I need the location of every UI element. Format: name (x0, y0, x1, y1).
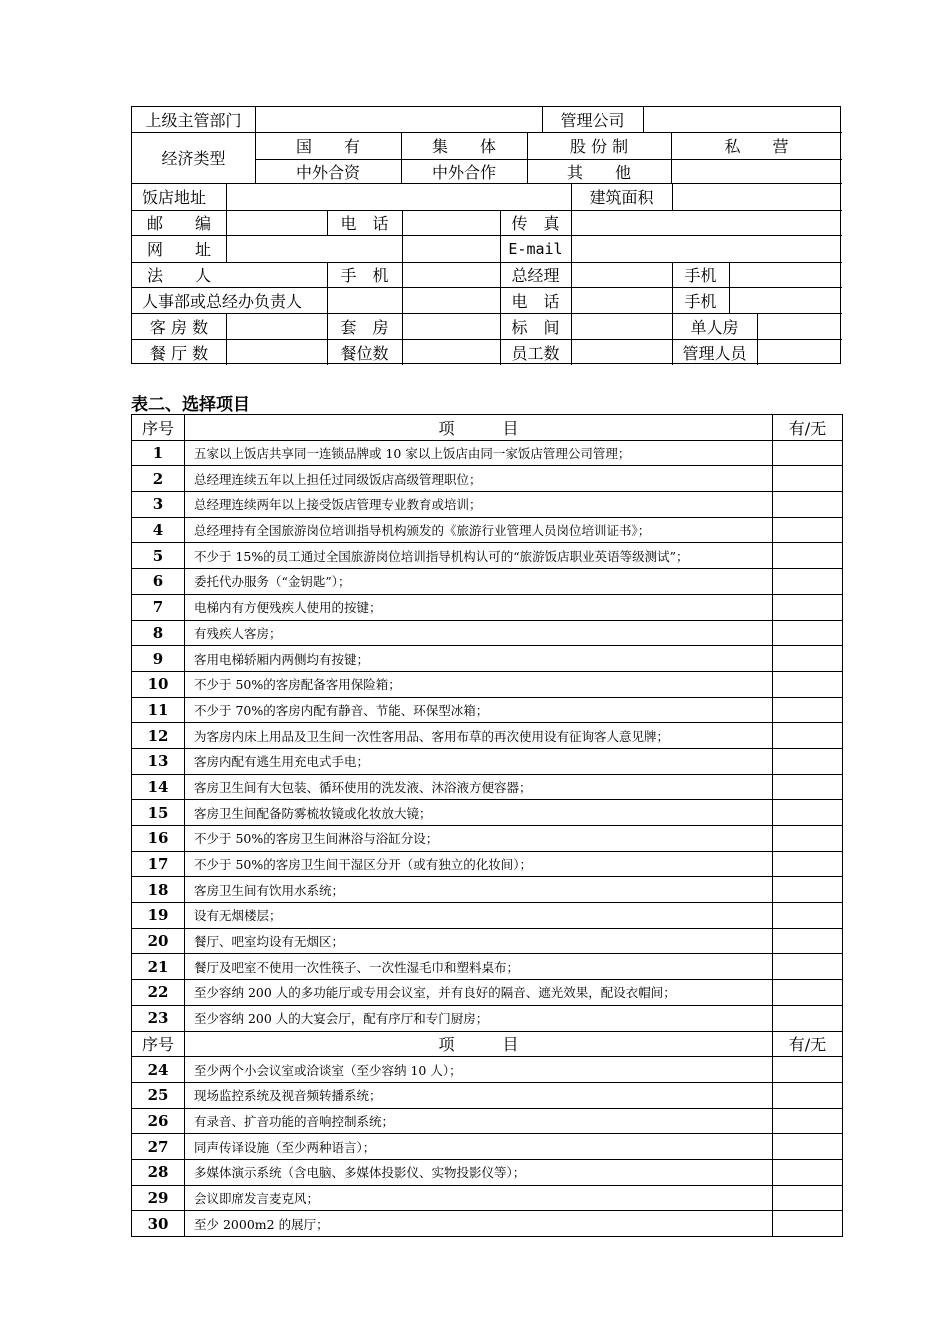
option-joint-stock[interactable]: 股 份 制 (569, 137, 629, 156)
table-row (132, 671, 843, 697)
single-rooms-field[interactable] (758, 313, 842, 339)
row-item-text: 餐厅、吧室均设有无烟区； (185, 928, 773, 954)
table-row (132, 903, 843, 929)
single-rooms-label: 单人房 (690, 317, 739, 337)
row-yes-no-field[interactable] (773, 466, 843, 492)
superior-department-label: 上级主管部门 (145, 111, 242, 130)
managers-label: 管理人员 (682, 343, 747, 363)
row-item-text: 五家以上饭店共享同一连锁品牌或 10 家以上饭店由同一家饭店管理公司管理； (185, 440, 773, 466)
row-number: 14 (132, 774, 185, 800)
option-sino-foreign-cooperation[interactable]: 中外合作 (431, 162, 496, 182)
website-field[interactable] (227, 235, 500, 262)
table-row (132, 851, 843, 877)
row-item-text: 客房卫生间有大包装、循环使用的洗发液、沐浴液方便容器； (185, 774, 773, 800)
row-yes-no-field[interactable] (773, 543, 843, 569)
row-number: 22 (132, 980, 185, 1006)
row-yes-no-field[interactable] (773, 1108, 843, 1134)
row-item-text: 不少于 50%的客房卫生间淋浴与浴缸分设； (185, 826, 773, 852)
row-yes-no-field[interactable] (773, 671, 843, 697)
row-number: 8 (132, 620, 185, 646)
general-manager-field[interactable] (572, 262, 672, 287)
table-row (132, 1057, 843, 1083)
row-yes-no-field[interactable] (773, 954, 843, 980)
rooms-label: 客 房 数 (149, 317, 209, 337)
row-item-text: 至少两个小会议室或洽谈室（至少容纳 10 人）； (185, 1057, 773, 1083)
row-number: 7 (132, 594, 185, 620)
row-number: 21 (132, 954, 185, 980)
table-row (132, 646, 843, 672)
row-number: 29 (132, 1185, 185, 1211)
table-row (132, 1108, 843, 1134)
table-row (132, 1185, 843, 1211)
row-item-text: 客房内配有逃生用充电式手电； (185, 748, 773, 774)
row-number: 5 (132, 543, 185, 569)
row-item-text: 至少 2000m2 的展厅； (185, 1211, 773, 1237)
row-yes-no-field[interactable] (773, 723, 843, 749)
row-number: 16 (132, 826, 185, 852)
row-yes-no-field[interactable] (773, 697, 843, 723)
table-row (132, 569, 843, 595)
selection-items-table (131, 414, 843, 1237)
hr-head-field[interactable] (328, 287, 500, 313)
email-field[interactable] (572, 235, 842, 262)
header-yes-no: 有/无 (773, 415, 843, 441)
gm-mobile-label: 手机 (684, 266, 717, 285)
table-row (132, 594, 843, 620)
economic-type-label: 经济类型 (161, 149, 226, 168)
table-row (132, 877, 843, 903)
table-row (132, 1134, 843, 1160)
row-number: 19 (132, 903, 185, 929)
table-row (132, 748, 843, 774)
table-row (132, 1082, 843, 1108)
row-yes-no-field[interactable] (773, 851, 843, 877)
option-sino-foreign-venture[interactable]: 中外合资 (295, 162, 360, 182)
fax-label: 传 真 (511, 214, 560, 233)
row-item-text: 客房卫生间配备防雾梳妆镜或化妆放大镜； (185, 800, 773, 826)
row-number: 26 (132, 1108, 185, 1134)
row-number: 13 (132, 748, 185, 774)
row-number: 11 (132, 697, 185, 723)
row-item-text: 同声传译设施（至少两种语言）； (185, 1134, 773, 1160)
row-number: 20 (132, 928, 185, 954)
row-item-text: 总经理持有全国旅游岗位培训指导机构颁发的《旅游行业管理人员岗位培训证书》； (185, 517, 773, 543)
row-number: 1 (132, 440, 185, 466)
hotel-address-field[interactable] (227, 183, 571, 210)
header-item: 项 目 (185, 1031, 773, 1057)
management-company-field[interactable] (644, 107, 842, 132)
table-row (132, 697, 843, 723)
row-yes-no-field[interactable] (773, 594, 843, 620)
row-item-text: 客房卫生间有饮用水系统； (185, 877, 773, 903)
restaurants-label: 餐 厅 数 (149, 343, 209, 363)
row-yes-no-field[interactable] (773, 1134, 843, 1160)
table-row (132, 1211, 843, 1237)
hr-phone-field[interactable] (572, 287, 672, 313)
row-yes-no-field[interactable] (773, 1159, 843, 1185)
postcode-field[interactable] (227, 210, 327, 235)
row-item-text: 餐厅及吧室不使用一次性筷子、一次性湿毛巾和塑料桌布； (185, 954, 773, 980)
legal-person-label: 法 人 (146, 266, 211, 285)
table-row (132, 826, 843, 852)
staff-label: 员工数 (511, 343, 560, 363)
row-item-text: 不少于 50%的客房卫生间干湿区分开（或有独立的化妆间）； (185, 851, 773, 877)
option-private[interactable]: 私 营 (724, 137, 789, 156)
row-item-text: 为客房内床上用品及卫生间一次性客用品、客用布草的再次使用设有征询客人意见牌； (185, 723, 773, 749)
row-number: 23 (132, 1005, 185, 1031)
row-item-text: 总经理连续两年以上接受饭店管理专业教育或培训； (185, 492, 773, 518)
header-yes-no: 有/无 (773, 1031, 843, 1057)
restaurants-field[interactable] (227, 339, 327, 365)
gm-mobile-field[interactable] (730, 262, 842, 287)
row-item-text: 有录音、扩音功能的音响控制系统； (185, 1108, 773, 1134)
superior-department-field[interactable] (256, 107, 542, 132)
general-manager-label: 总经理 (511, 266, 560, 285)
legal-person-field[interactable] (227, 262, 327, 287)
table-row (132, 620, 843, 646)
hotel-info-table (131, 106, 841, 364)
building-area-label: 建筑面积 (589, 188, 654, 207)
row-yes-no-field[interactable] (773, 928, 843, 954)
table-row (132, 543, 843, 569)
row-number: 18 (132, 877, 185, 903)
row-yes-no-field[interactable] (773, 1005, 843, 1031)
standard-rooms-label: 标 间 (511, 317, 560, 337)
table-header-row (132, 1031, 843, 1057)
row-yes-no-field[interactable] (773, 440, 843, 466)
seats-label: 餐位数 (340, 343, 389, 363)
row-yes-no-field[interactable] (773, 492, 843, 518)
table-row (132, 774, 843, 800)
option-other[interactable]: 其 他 (566, 162, 631, 182)
option-collective[interactable]: 集 体 (431, 137, 496, 156)
email-label: E-mail (508, 239, 563, 258)
row-number: 15 (132, 800, 185, 826)
table-row (132, 492, 843, 518)
row-yes-no-field[interactable] (773, 1185, 843, 1211)
staff-field[interactable] (572, 339, 672, 365)
row-item-text: 多媒体演示系统（含电脑、多媒体投影仪、实物投影仪等）； (185, 1159, 773, 1185)
row-number: 25 (132, 1082, 185, 1108)
row-yes-no-field[interactable] (773, 748, 843, 774)
header-item: 项 目 (185, 415, 773, 441)
standard-rooms-field[interactable] (572, 313, 672, 339)
row-number: 4 (132, 517, 185, 543)
seats-field[interactable] (403, 339, 500, 365)
row-item-text: 有残疾人客房； (185, 620, 773, 646)
postcode-label: 邮 编 (146, 214, 211, 233)
hr-mobile-field[interactable] (730, 287, 842, 313)
table-header-row (132, 415, 843, 441)
option-state-owned[interactable]: 国 有 (295, 137, 360, 156)
row-yes-no-field[interactable] (773, 1211, 843, 1237)
row-yes-no-field[interactable] (773, 826, 843, 852)
header-no: 序号 (132, 415, 185, 441)
mobile-label: 手 机 (340, 266, 389, 285)
row-item-text: 总经理连续五年以上担任过同级饭店高级管理职位； (185, 466, 773, 492)
row-number: 9 (132, 646, 185, 672)
row-item-text: 委托代办服务（“金钥匙”）； (185, 569, 773, 595)
row-number: 3 (132, 492, 185, 518)
hr-head-label: 人事部或总经办负责人 (142, 291, 303, 311)
rooms-field[interactable] (227, 313, 327, 339)
row-yes-no-field[interactable] (773, 620, 843, 646)
row-number: 28 (132, 1159, 185, 1185)
building-area-field[interactable] (673, 183, 842, 210)
row-number: 30 (132, 1211, 185, 1237)
fax-field[interactable] (572, 210, 842, 235)
table-row (132, 980, 843, 1006)
table-row (132, 800, 843, 826)
row-item-text: 不少于 15%的员工通过全国旅游岗位培训指导机构认可的“旅游饭店职业英语等级测试”； (185, 543, 773, 569)
row-item-text: 至少容纳 200 人的大宴会厅，配有序厅和专门厨房； (185, 1005, 773, 1031)
header-no: 序号 (132, 1031, 185, 1057)
row-item-text: 现场监控系统及视音频转播系统； (185, 1082, 773, 1108)
suites-label: 套 房 (340, 317, 389, 337)
row-number: 27 (132, 1134, 185, 1160)
table-row (132, 723, 843, 749)
row-item-text: 会议即席发言麦克风； (185, 1185, 773, 1211)
table-row (132, 954, 843, 980)
row-yes-no-field[interactable] (773, 800, 843, 826)
management-company-label: 管理公司 (560, 111, 625, 130)
table-row (132, 517, 843, 543)
phone-label: 电 话 (340, 214, 389, 233)
row-yes-no-field[interactable] (773, 774, 843, 800)
hotel-address-label: 饭店地址 (142, 188, 207, 207)
table-row (132, 1159, 843, 1185)
row-yes-no-field[interactable] (773, 877, 843, 903)
row-number: 24 (132, 1057, 185, 1083)
row-item-text: 设有无烟楼层； (185, 903, 773, 929)
row-yes-no-field[interactable] (773, 1057, 843, 1083)
table-row (132, 928, 843, 954)
phone-field[interactable] (403, 210, 500, 235)
row-number: 10 (132, 671, 185, 697)
hr-mobile-label: 手机 (684, 291, 717, 311)
table-row (132, 440, 843, 466)
row-yes-no-field[interactable] (773, 517, 843, 543)
row-number: 17 (132, 851, 185, 877)
row-item-text: 不少于 50%的客房配备客用保险箱； (185, 671, 773, 697)
row-yes-no-field[interactable] (773, 1082, 843, 1108)
row-item-text: 不少于 70%的客房内配有静音、节能、环保型冰箱； (185, 697, 773, 723)
suites-field[interactable] (403, 313, 500, 339)
website-label: 网 址 (146, 240, 211, 259)
row-item-text: 至少容纳 200 人的多功能厅或专用会议室，并有良好的隔音、遮光效果，配设衣帽间； (185, 980, 773, 1006)
mobile-field[interactable] (403, 262, 500, 287)
row-number: 2 (132, 466, 185, 492)
row-item-text: 客用电梯轿厢内两侧均有按键； (185, 646, 773, 672)
row-number: 6 (132, 569, 185, 595)
hr-phone-label: 电 话 (511, 291, 560, 311)
row-yes-no-field[interactable] (773, 569, 843, 595)
table-row (132, 1005, 843, 1031)
row-yes-no-field[interactable] (773, 980, 843, 1006)
row-yes-no-field[interactable] (773, 903, 843, 929)
row-item-text: 电梯内有方便残疾人使用的按键； (185, 594, 773, 620)
managers-field[interactable] (758, 339, 842, 365)
row-yes-no-field[interactable] (773, 646, 843, 672)
row-number: 12 (132, 723, 185, 749)
table2-title: 表二、选择项目 (131, 395, 250, 415)
table-row (132, 466, 843, 492)
